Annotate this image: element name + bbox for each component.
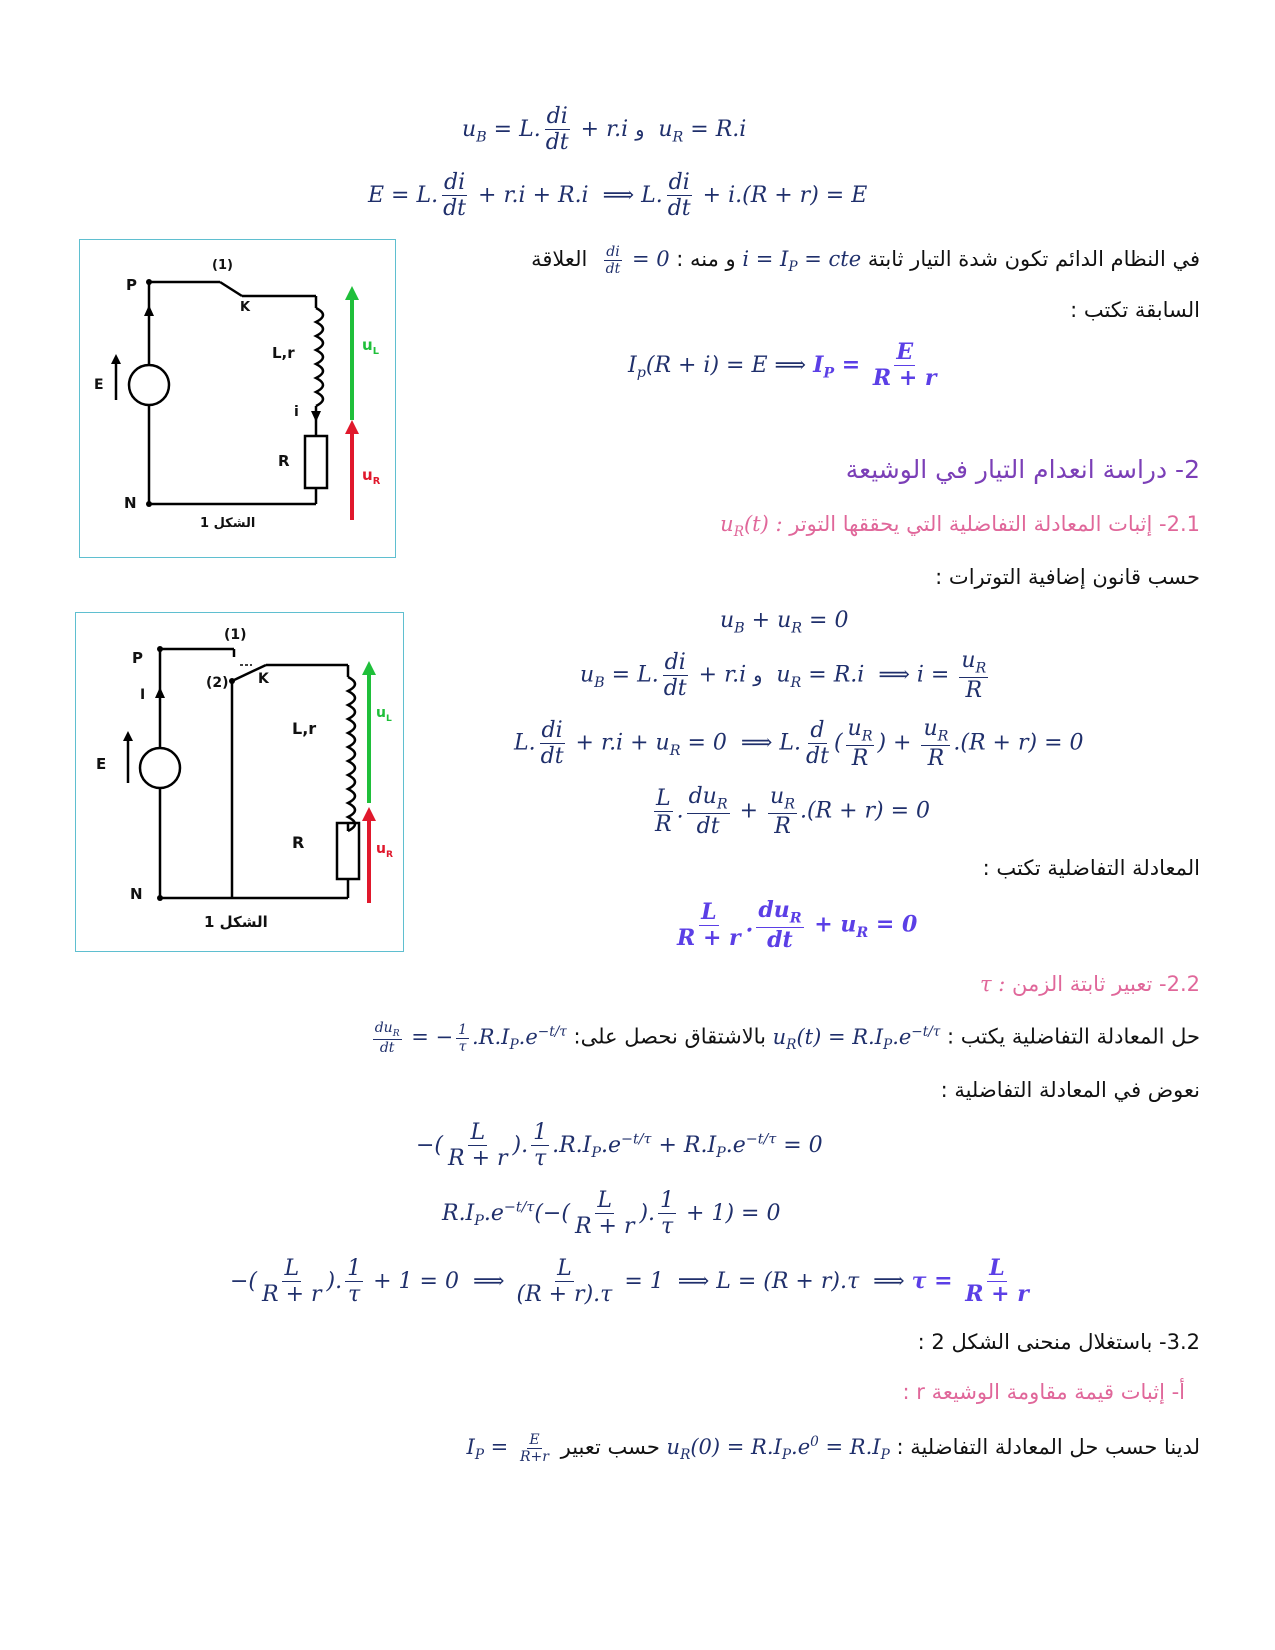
circuit-diagram-2 <box>76 613 403 951</box>
equation-LR: $\frac{L}{R}$ . $\frac{du_R}{dt}$ + $\frac{u_R}{R}$ .(R + r) = 0 <box>655 784 931 839</box>
last-line: لدينا حسب حل المعادلة التفاضلية : $u_R(0) = R.I_P.e^0 = R.I_P$ حسب تعبير $I_P$ = $\frac{E}{R+r}$ <box>466 1432 1200 1466</box>
equation-sum: $u_B + u_R = 0$ <box>720 608 849 637</box>
fig1-label-ul: $u_L$ <box>362 336 379 357</box>
fig2-label-two: (2) <box>206 675 229 691</box>
steady-text-3: العلاقة <box>531 247 588 272</box>
and-word: و <box>635 118 645 141</box>
subsection-3-2-a-title: أ- إثبات قيمة مقاومة الوشيعة r : <box>902 1380 1185 1404</box>
equation-E: E = L. $\frac{di}{dt}$ + r.i + R.i ⟹ L. $\frac{di}{dt}$ + i.(R + r) = E <box>368 170 868 222</box>
section-2-title: 2- دراسة انعدام التيار في الوشيعة <box>845 455 1200 484</box>
equation-ub-ur <box>462 104 746 156</box>
solution-line: حل المعادلة التفاضلية يكتب : $u_R(t) = R.I_P.e^{-t/\tau}$ بالاشتقاق نحصل على: $\frac{du_R}{dt}$ = − $\frac{1}{\tau}$ $.R.I_P.e^{-t/\tau}$ <box>374 1020 1200 1057</box>
eq-ri: + r.i <box>573 116 636 142</box>
fig2-label-k: K <box>258 671 269 687</box>
fig2-caption: الشكل 1 <box>204 913 268 931</box>
fig2-label-lr: L,r <box>292 719 317 738</box>
subsection-3-2-title: 3.2- باستغلال منحنى الشكل 2 : <box>917 1330 1200 1354</box>
fig2-label-ul: $u_L$ <box>376 705 392 724</box>
equation-s3: −( $\frac{L}{R + r}$ ). $\frac{1}{\tau}$ + 1 = 0 ⟹ $\frac{L}{(R + r).\tau}$ = 1 ⟹ L = (R + r).τ ⟹ τ = $\frac{L}{R + r}$ <box>230 1255 1029 1308</box>
fig1-label-i: i <box>294 404 299 420</box>
eq-ub: $u_B = L$. <box>462 116 541 146</box>
para-steady <box>531 244 1200 277</box>
steady-text-1: في النظام الدائم تكون شدة التيار ثابتة <box>867 247 1200 272</box>
fig1-caption: الشكل 1 <box>200 516 256 531</box>
fig1-label-ur: $u_R$ <box>362 466 381 487</box>
fig1-label-r: R <box>278 452 290 470</box>
fig2-label-one: (1) <box>224 627 247 643</box>
subsection-2-2-title: 2.2- تعبير ثابتة الزمن τ : <box>979 972 1200 996</box>
equation-s1: −( $\frac{L}{R + r}$ ). $\frac{1}{\tau}$ $.R.I_P.e^{-t/\tau} + R.I_P.e^{-t/\tau} = 0$ <box>416 1120 823 1172</box>
circuit-figure-1 <box>79 239 396 558</box>
fig1-label-k: K <box>240 300 251 315</box>
frac-di-dt: $\frac{di}{dt}$ <box>545 104 569 156</box>
eq-ur: $u_R = R.i$ <box>644 116 747 146</box>
law-text: حسب قانون إضافية التوترات : <box>935 565 1200 589</box>
equation-final: $\frac{L}{R + r}$ . $\frac{du_R}{dt}$ + $u_R = 0$ <box>677 897 918 953</box>
equation-ip: $I_p(R + i) = E$ ⟹ $I_P$ = $\frac{E}{R + r}$ <box>628 339 937 392</box>
fig2-label-p: P <box>132 649 143 667</box>
substitute-text: نعوض في المعادلة التفاضلية : <box>940 1078 1200 1102</box>
para-steady-line2: السابقة تكتب : <box>1070 298 1200 322</box>
fig2-label-i: I <box>140 687 146 703</box>
fig1-label-p: P <box>126 276 137 294</box>
fig1-label-lr: L,r <box>272 344 295 362</box>
fig2-label-ur: $u_R$ <box>376 841 393 860</box>
steady-text-2: و منه : <box>676 247 736 272</box>
equation-substitute: L. $\frac{di}{dt}$ + $r.i + u_R = 0$ ⟹ L. $\frac{d}{dt}$ ( $\frac{u_R}{R}$ ) + $\frac{u_R}{R}$ .(R + r) = 0 <box>514 716 1084 771</box>
fig1-label-e: E <box>94 377 104 393</box>
diff-eq-text: المعادلة التفاضلية تكتب : <box>982 856 1200 880</box>
equation-i: $u_B = L$. $\frac{di}{dt}$ + r.i و $u_R = R.i$ ⟹ i = $\frac{u_R}{R}$ <box>580 648 987 703</box>
fig2-label-n: N <box>130 885 143 903</box>
steady-math-2: $\frac{di}{dt}$ = 0 <box>605 244 670 278</box>
fig1-label-one: (1) <box>212 258 233 273</box>
subsection-2-1-title: 2.1- إثبات المعادلة التفاضلية التي يحققها التوتر $u_R(t)$ : <box>720 512 1200 541</box>
fig1-label-n: N <box>124 494 137 512</box>
circuit-figure-2 <box>75 612 404 952</box>
equation-s2: $R.I_P.e^{-t/\tau}(-$( $\frac{L}{R + r}$ ). $\frac{1}{\tau}$ + 1) = 0 <box>442 1188 781 1240</box>
fig2-label-e: E <box>96 755 107 773</box>
fig2-label-r: R <box>292 833 305 852</box>
steady-math-1: $i = I_P$ = cte <box>742 247 862 276</box>
